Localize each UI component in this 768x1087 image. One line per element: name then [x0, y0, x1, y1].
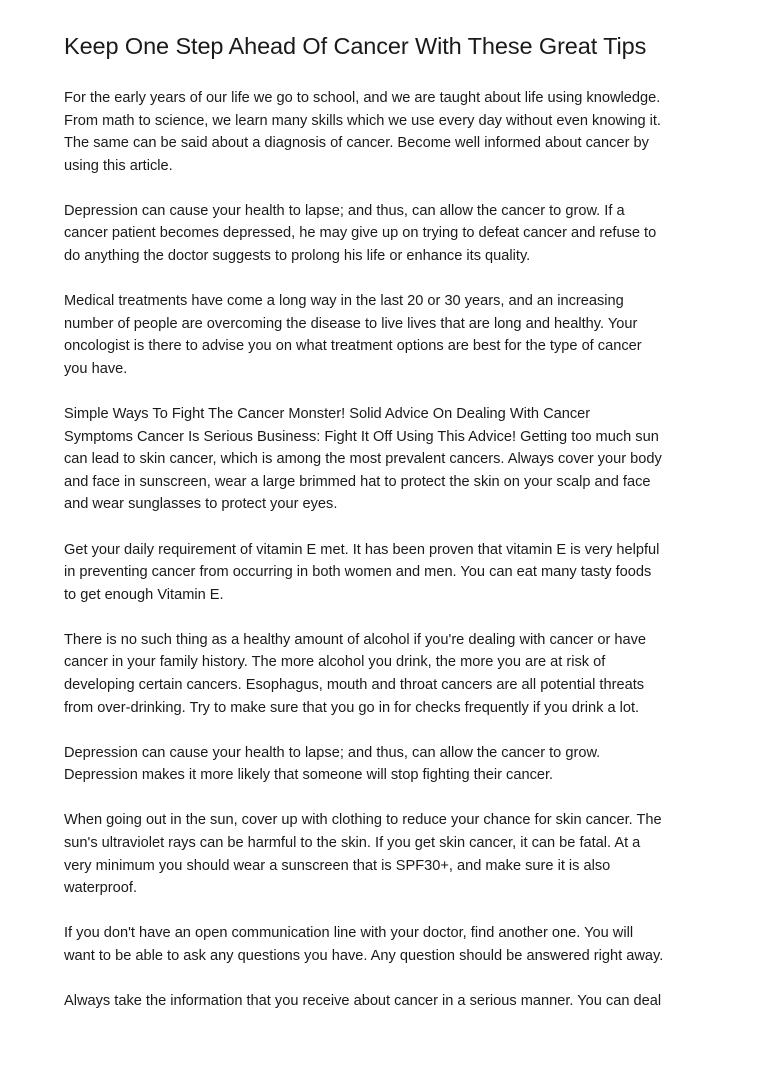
text-line: developing certain cancers. Esophagus, mouth and throat cancers are all potential threats — [64, 676, 645, 693]
text-line: From math to science, we learn many skills which we use every day without even knowing it. — [64, 112, 661, 129]
paragraph-4 — [64, 403, 724, 516]
text-line: waterproof. — [64, 880, 138, 897]
paragraph-10 — [64, 990, 724, 1013]
paragraph-1 — [64, 87, 724, 177]
text-line: want to be able to ask any questions you have. Any question should be answered right away. — [64, 947, 664, 964]
text-line: you have. — [64, 360, 128, 377]
paragraph-2 — [64, 200, 724, 268]
text-line: sun's ultraviolet rays can be harmful to the skin. If you get skin cancer, it can be fatal. At a — [64, 834, 641, 851]
paragraph-9 — [64, 922, 724, 967]
paragraph-3 — [64, 290, 724, 380]
text-line: oncologist is there to advise you on what treatment options are best for the type of cancer — [64, 338, 642, 355]
text-line: from over-drinking. Try to make sure that you go in for checks frequently if you drink a lot. — [64, 699, 640, 716]
text-line: using this article. — [64, 157, 173, 174]
text-line: The same can be said about a diagnosis of cancer. Become well informed about cancer by — [64, 135, 649, 152]
text-line: cancer in your family history. The more alcohol you drink, the more you are at risk of — [64, 654, 606, 671]
text-line: Depression can cause your health to lapse; and thus, can allow the cancer to grow. If a — [64, 202, 625, 219]
text-line: very minimum you should wear a sunscreen that is SPF30+, and make sure it is also — [64, 857, 611, 874]
paragraph-7 — [64, 742, 724, 787]
text-line: do anything the doctor suggests to prolong his life or enhance its quality. — [64, 248, 531, 265]
text-line: and face in sunscreen, wear a large brimmed hat to protect the skin on your scalp and face — [64, 473, 651, 490]
text-line: to get enough Vitamin E. — [64, 586, 224, 603]
text-line: and wear sunglasses to protect your eyes. — [64, 496, 338, 513]
text-line: in preventing cancer from occurring in both women and men. You can eat many tasty foods — [64, 564, 652, 581]
text-line: For the early years of our life we go to school, and we are taught about life using knowledge. — [64, 90, 661, 106]
text-line: When going out in the sun, cover up with clothing to reduce your chance for skin cancer. The — [64, 812, 662, 829]
paragraph-5 — [64, 539, 724, 607]
text-line: If you don't have an open communication line with your doctor, find another one. You will — [64, 925, 634, 942]
text-line: Depression can cause your health to lapse; and thus, can allow the cancer to grow. — [64, 744, 601, 761]
text-line: Get your daily requirement of vitamin E met. It has been proven that vitamin E is very helpful — [64, 541, 660, 558]
text-line: cancer patient becomes depressed, he may give up on trying to defeat cancer and refuse to — [64, 225, 657, 242]
document-body — [64, 87, 724, 1035]
text-line: Always take the information that you receive about cancer in a serious manner. You can deal — [64, 992, 662, 1009]
text-line: can lead to skin cancer, which is among the most prevalent cancers. Always cover your body — [64, 451, 662, 468]
paragraph-8 — [64, 809, 724, 899]
text-line: Medical treatments have come a long way in the last 20 or 30 years, and an increasing — [64, 293, 624, 310]
paragraph-6 — [64, 629, 724, 719]
text-line: number of people are overcoming the disease to live lives that are long and healthy. Your — [64, 315, 638, 332]
text-line: Simple Ways To Fight The Cancer Monster! Solid Advice On Dealing With Cancer — [64, 406, 591, 423]
text-line: Symptoms Cancer Is Serious Business: Fight It Off Using This Advice! Getting too much sun — [64, 428, 659, 445]
text-line: Depression makes it more likely that someone will stop fighting their cancer. — [64, 767, 554, 784]
document-title: Keep One Step Ahead Of Cancer With These Great Tips — [64, 33, 647, 59]
text-line: There is no such thing as a healthy amount of alcohol if you're dealing with cancer or have — [64, 631, 647, 648]
